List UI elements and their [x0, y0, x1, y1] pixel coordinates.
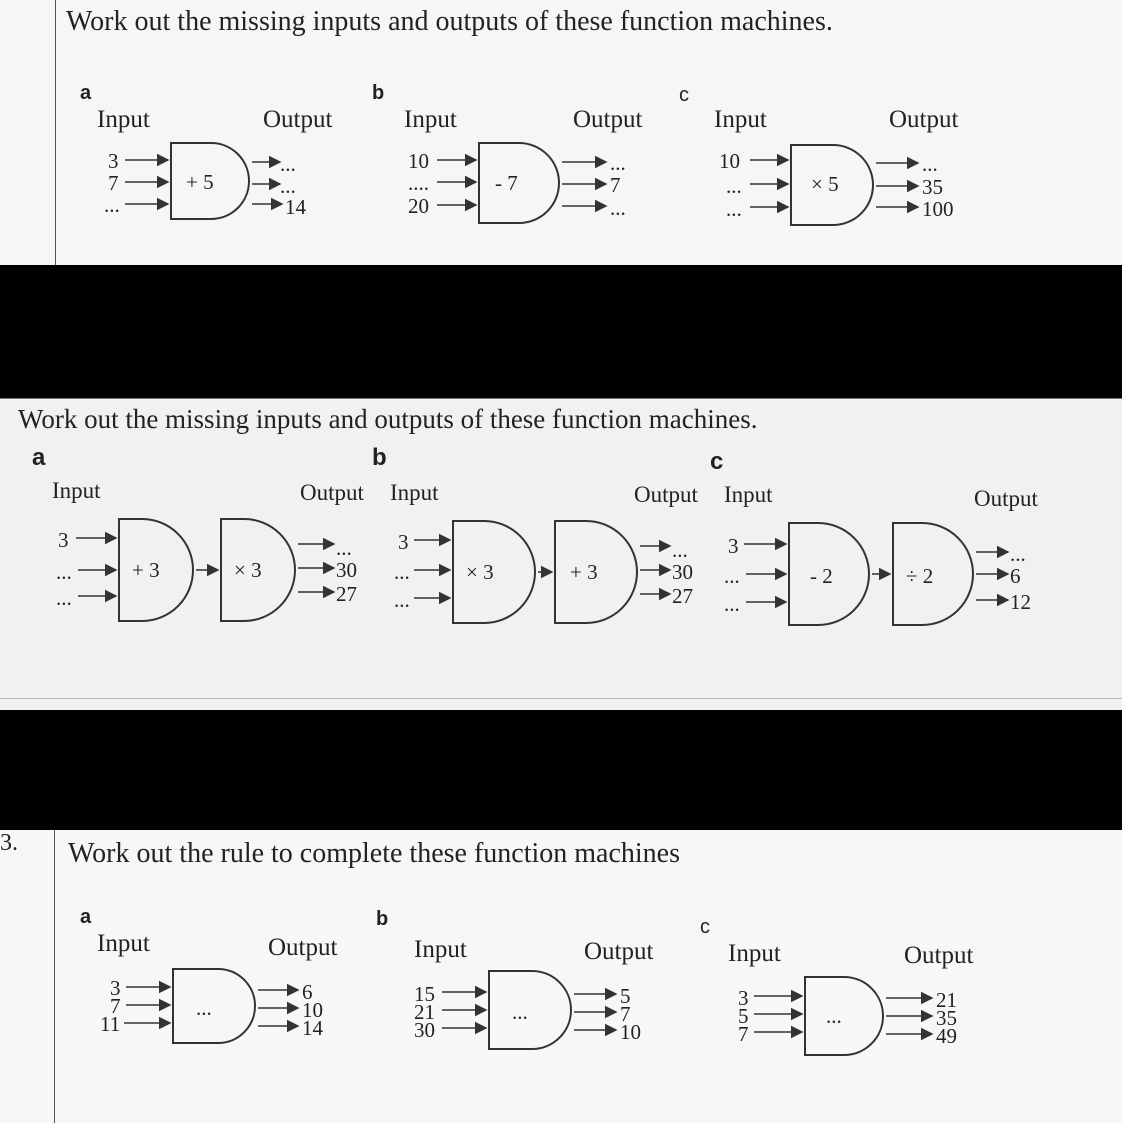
- part-c-input-label: Input: [728, 940, 781, 967]
- part-c-operation-2: ÷ 2: [906, 564, 934, 588]
- part-b-output-1: ...: [610, 151, 626, 175]
- part-c-operation: ...: [826, 1004, 842, 1028]
- part-b-output-label: Output: [573, 106, 643, 133]
- panel-2-arrows: [0, 398, 1122, 710]
- question-title: Work out the rule to complete these function machines: [68, 838, 681, 869]
- part-c-output-label: Output: [904, 942, 974, 969]
- part-b-input-3: 20: [408, 194, 429, 218]
- part-a-input-3: 11: [100, 1012, 121, 1036]
- part-a-output-2: 30: [336, 558, 357, 582]
- part-a-operation: + 5: [186, 170, 214, 194]
- part-a-letter: a: [32, 444, 46, 471]
- part-b-input-label: Input: [414, 936, 467, 963]
- part-b-letter: b: [376, 908, 389, 930]
- part-c-input-3: 7: [738, 1022, 749, 1046]
- part-a-output-label: Output: [268, 934, 338, 961]
- part-b-output-1: 5: [620, 984, 631, 1008]
- part-c-output-3: 49: [936, 1024, 957, 1048]
- part-b-input-2: ...: [394, 560, 410, 584]
- part-a-operation-1: + 3: [132, 558, 160, 582]
- part-c-output-label: Output: [974, 486, 1038, 511]
- part-b-input-1: 15: [414, 982, 435, 1006]
- part-a-input-label: Input: [52, 478, 101, 503]
- part-c-output-3: 12: [1010, 590, 1031, 614]
- part-a-input-1: 3: [110, 976, 121, 1000]
- part-c-input-2: ...: [726, 174, 742, 198]
- part-b-input-1: 10: [408, 149, 429, 173]
- part-b-output-label: Output: [634, 482, 698, 507]
- part-a-output-1: ...: [280, 152, 296, 176]
- part-a-output-2: 10: [302, 998, 323, 1022]
- part-c-output-label: Output: [889, 106, 959, 133]
- part-c-input-label: Input: [724, 482, 773, 507]
- part-b-output-1: ...: [672, 538, 688, 562]
- part-a-input-3: ...: [104, 193, 120, 217]
- question-number: 3.: [0, 830, 18, 856]
- part-b-output-label: Output: [584, 938, 654, 965]
- part-a-input-3: ...: [56, 586, 72, 610]
- part-a-operation: ...: [196, 996, 212, 1020]
- part-a-output-label: Output: [300, 480, 364, 505]
- part-b-output-2: 7: [610, 173, 621, 197]
- part-a-output-1: 6: [302, 980, 313, 1004]
- part-c-letter: c: [710, 448, 724, 475]
- part-c-input-1: 10: [719, 149, 740, 173]
- part-c-output-1: 21: [936, 988, 957, 1012]
- part-a-letter: a: [80, 82, 92, 104]
- part-b-input-3: 30: [414, 1018, 435, 1042]
- part-a-output-3: 27: [336, 582, 357, 606]
- part-a-output-3: 14: [302, 1016, 323, 1040]
- part-c-letter: c: [679, 84, 689, 106]
- panel-3-arrows: [0, 830, 1122, 1123]
- question-title: Work out the missing inputs and outputs of these function machines.: [66, 6, 833, 37]
- part-b-operation-2: + 3: [570, 560, 598, 584]
- part-c-input-1: 3: [738, 986, 749, 1010]
- part-c-input-2: 5: [738, 1004, 749, 1028]
- part-a-input-2: 7: [110, 994, 121, 1018]
- panel-question-3: [0, 830, 1122, 1123]
- part-b-input-label: Input: [404, 106, 457, 133]
- part-b-input-3: ...: [394, 588, 410, 612]
- part-b-output-2: 30: [672, 560, 693, 584]
- part-b-operation: - 7: [495, 171, 518, 195]
- part-c-input-1: 3: [728, 534, 739, 558]
- question-title: Work out the missing inputs and outputs of these function machines.: [18, 404, 758, 434]
- part-a-output-2: ...: [280, 174, 296, 198]
- part-c-output-1: ...: [922, 152, 938, 176]
- part-c-operation: × 5: [811, 172, 839, 196]
- part-b-output-3: 10: [620, 1020, 641, 1044]
- part-c-output-2: 35: [936, 1006, 957, 1030]
- part-b-input-2: ....: [408, 171, 429, 195]
- part-a-operation-2: × 3: [234, 558, 262, 582]
- part-a-output-3: 14: [285, 195, 306, 219]
- panel-question-1: [0, 0, 1122, 265]
- part-b-input-1: 3: [398, 530, 409, 554]
- part-c-input-3: ...: [726, 197, 742, 221]
- part-b-output-3: 27: [672, 584, 693, 608]
- part-a-input-2: 7: [108, 171, 119, 195]
- part-a-input-label: Input: [97, 106, 150, 133]
- panel-1-arrows: [0, 0, 1122, 265]
- part-b-letter: b: [372, 82, 385, 104]
- part-c-input-label: Input: [714, 106, 767, 133]
- part-a-input-2: ...: [56, 560, 72, 584]
- part-b-input-2: 21: [414, 1000, 435, 1024]
- part-c-output-1: ...: [1010, 542, 1026, 566]
- part-c-output-3: 100: [922, 197, 954, 221]
- part-a-output-1: ...: [336, 536, 352, 560]
- part-a-letter: a: [80, 906, 92, 928]
- part-c-output-2: 6: [1010, 564, 1021, 588]
- part-b-output-2: 7: [620, 1002, 631, 1026]
- part-c-operation-1: - 2: [810, 564, 833, 588]
- part-b-output-3: ...: [610, 196, 626, 220]
- part-b-input-label: Input: [390, 480, 439, 505]
- panel-question-2: [0, 398, 1122, 710]
- part-a-input-1: 3: [58, 528, 69, 552]
- part-c-input-2: ...: [724, 564, 740, 588]
- part-b-operation: ...: [512, 1000, 528, 1024]
- part-a-input-label: Input: [97, 930, 150, 957]
- part-c-output-2: 35: [922, 175, 943, 199]
- part-b-letter: b: [372, 444, 387, 471]
- part-c-input-3: ...: [724, 592, 740, 616]
- part-a-output-label: Output: [263, 106, 333, 133]
- part-a-input-1: 3: [108, 149, 119, 173]
- part-b-operation-1: × 3: [466, 560, 494, 584]
- part-c-letter: c: [700, 916, 710, 938]
